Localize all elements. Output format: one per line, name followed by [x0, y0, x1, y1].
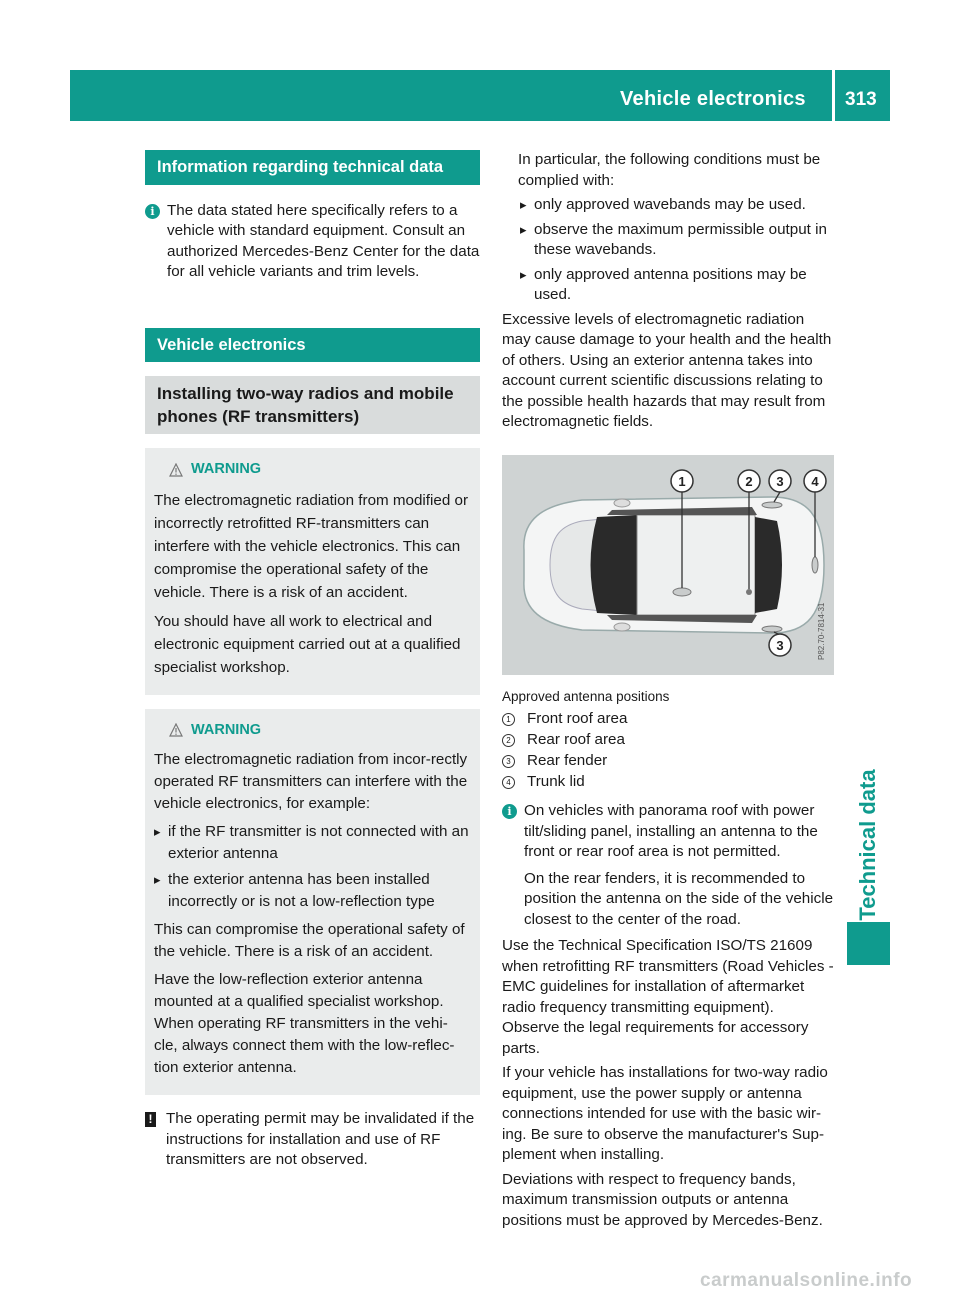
list-item: 1 Front roof area	[502, 709, 835, 730]
list-item: ▸ if the RF transmitter is not connected with an exterior antenna	[154, 823, 469, 862]
info-icon: i	[145, 204, 160, 219]
marker-label: 3	[776, 637, 784, 653]
antenna-position-list	[502, 709, 835, 793]
warning-paragraph: Have the low-reflection exterior antenna mounted at a qualified specialist workshop. When operating RF transmitters in the vehi-cle, always connect them with the low-reflec-tion exterior antenna.	[154, 971, 455, 1076]
marker-label: 3	[776, 473, 784, 489]
list-item: 2 Rear roof area	[502, 730, 835, 751]
warning-header	[154, 458, 471, 481]
marker-label: 2	[745, 473, 753, 489]
list-item: ▸ the exterior antenna has been installed incorrectly or is not a low-reflection type	[154, 871, 435, 910]
warning-box-2	[145, 709, 480, 1095]
warning-paragraph: The electromagnetic radiation from incor-rectly operated RF transmitters can interfere with the vehicle electronics, for example:	[154, 751, 468, 812]
list-item: ▸ only approved antenna positions may be used.	[520, 265, 807, 303]
panorama-note-text: On the rear fenders, it is recommended to position the antenna on the side of the vehicle closest to the center of the road.	[524, 869, 834, 928]
info-note-text: The data stated here specifically refers to a vehicle with standard equipment. Consult an authorized Mercedes-Benz Center for the data for all vehicle variants and trim levels.	[167, 201, 480, 280]
body-paragraph: Use the Technical Specification ISO/TS 21609 when retrofitting RF transmitters (Road Vehicles - EMC guidelines for installation of aftermarket radio frequency transmitting equipment).	[502, 937, 834, 1016]
caution-note	[145, 1109, 480, 1171]
right-column	[502, 150, 835, 1231]
warning-triangle-icon	[169, 463, 183, 477]
figure-code: P82.70-7814-31	[817, 602, 826, 660]
info-heading: Information regarding technical data	[145, 150, 480, 185]
car-top-view-illustration	[502, 455, 834, 675]
list-item: 3 Rear fender	[502, 751, 835, 772]
side-tab-label: Technical data	[855, 769, 880, 921]
body-paragraph: Deviations with respect to frequency bands, maximum transmission outputs or antenna positions must be approved by Mercedes-Benz.	[502, 1170, 823, 1229]
warning-box-1	[145, 448, 480, 695]
warning-label: WARNING	[191, 461, 262, 477]
watermark: carmanualsonline.info	[700, 1270, 913, 1291]
marker-label: 4	[811, 473, 819, 489]
caution-note-text: The operating permit may be invalidated if the instructions for installation and use of RF transmitters are not observed.	[166, 1110, 475, 1168]
chapter-title: Vehicle electronics	[620, 88, 806, 110]
panorama-note	[502, 801, 835, 930]
warning-header	[154, 719, 471, 741]
panorama-note-text: On vehicles with panorama roof with power tilt/sliding panel, installing an antenna to the front or rear roof area is not permitted.	[524, 802, 818, 860]
list-item: ▸ only approved wavebands may be used.	[520, 196, 806, 213]
info-note	[145, 201, 480, 283]
exclamation-icon: !	[145, 1112, 156, 1127]
figure-caption: Approved antenna positions	[502, 688, 670, 704]
body-paragraph: If your vehicle has installations for two-way radio equipment, use the power supply or antenna connections intended for use with the basic wir-ing. Be sure to observe the manufacturer's Sup-plement when installing.	[502, 1064, 828, 1163]
side-tab-marker	[847, 922, 890, 965]
warning-label: WARNING	[191, 722, 262, 738]
warning-triangle-icon	[169, 723, 183, 737]
page-number: 313	[845, 89, 877, 110]
warning-paragraph: This can compromise the operational safety of the vehicle. There is a risk of an accident.	[154, 921, 465, 960]
body-paragraph: Observe the legal requirements for accessory parts.	[502, 1019, 809, 1057]
warning-paragraph: The electromagnetic radiation from modified or incorrectly retrofitted RF-transmitters can interfere with the vehicle electronics. This can compromise the operational safety of the vehicle. There is a risk of an accident.	[154, 492, 469, 601]
sub-heading: Installing two-way radios and mobile phones (RF transmitters)	[145, 376, 480, 434]
section-heading: Vehicle electronics	[145, 328, 480, 363]
header-divider	[832, 70, 835, 121]
car-antenna-figure	[502, 455, 834, 675]
radiation-paragraph: Excessive levels of electromagnetic radiation may cause damage to your health and the health of others. Using an exterior antenna takes into account current scientific discussions relating to the possible health hazards that may result from electromagnetic fields.	[502, 310, 832, 430]
warning-paragraph: You should have all work to electrical and electronic equipment carried out at a qualified specialist workshop.	[154, 613, 461, 676]
left-column	[145, 150, 480, 1171]
marker-label: 1	[678, 473, 686, 489]
info-icon: i	[502, 804, 517, 819]
conditions-intro: In particular, the following conditions must be complied with:	[518, 151, 821, 189]
list-item: ▸ observe the maximum permissible output in these wavebands.	[520, 220, 827, 258]
list-item: 4 Trunk lid	[502, 772, 835, 793]
conditions-list	[502, 195, 835, 306]
